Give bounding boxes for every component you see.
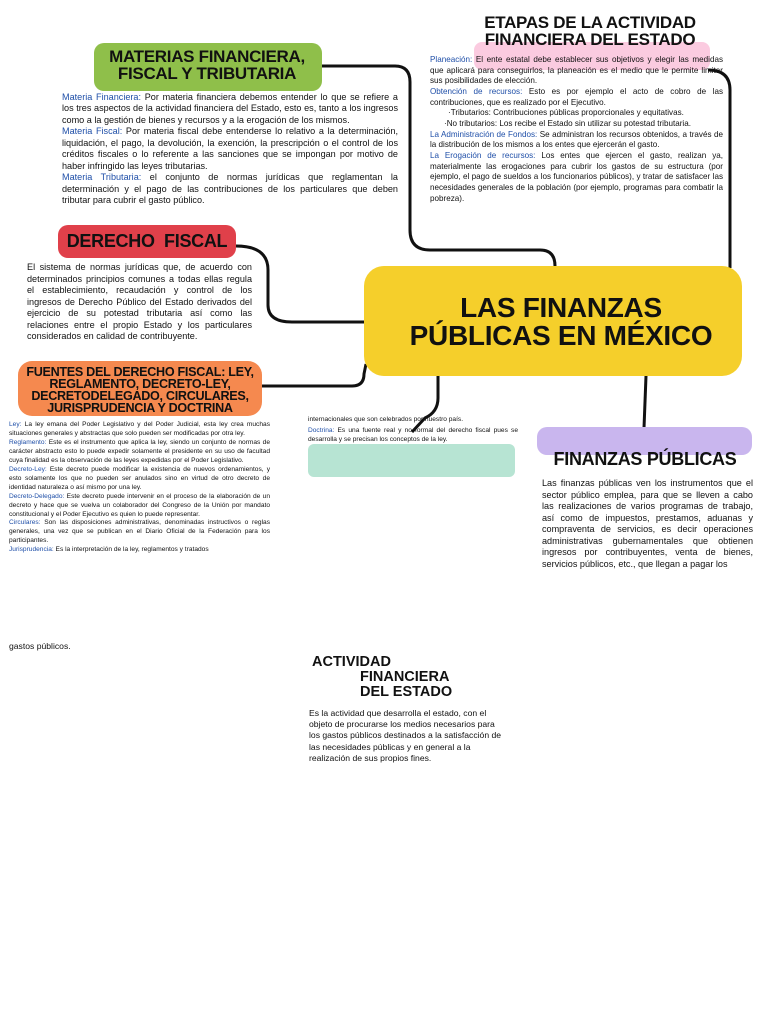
etapas-title: ETAPAS DE LA ACTIVIDAD FINANCIERA DEL ESTADO <box>484 13 696 49</box>
item-label: Doctrina: <box>308 427 335 434</box>
item-label: La Erogación de recursos: <box>430 151 536 161</box>
circulares-item <box>9 519 270 546</box>
connector-derecho <box>236 246 366 322</box>
decreto-ley-item <box>9 466 270 493</box>
etapas-text <box>430 55 723 204</box>
item-text: Esto es por ejemplo el acto de cobro de las contribuciones, que es realizado por el Ejecutivo. <box>430 87 723 107</box>
item-text: Es una fuente real y no formal del derecho fiscal pues se desarrolla y se precisan los conceptos de la ley. <box>308 427 518 443</box>
item-text: el conjunto de normas jurídicas que reglamentan la determinación y el pago de las contribuciones de los particulares que deben tributar para cubrir el gasto público. <box>62 172 398 206</box>
item-text: Los entes que ejercen el gasto, realizan ya, materialmente las erogaciones para cubrir los gastos de su estructura (por ejemplo, el pago de sueldos a los funcionarios públicos), y tratar de satisfacer las necesidades generales de la población (por ejemplo, programas para combatir la pobreza). <box>430 151 723 203</box>
fuentes-continuation: internacionales que son celebrados por nuestro país. <box>308 416 464 423</box>
item-text: Este es el instrumento que aplica la ley, siendo un conjunto de normas de carácter abstracto esto lo puede expedir solamente el presidente en su uso de facultad cuya finalidad es la observación de las leyes expedidas por el Poder Legislativo. <box>9 438 270 464</box>
actividad-text: Es la actividad que desarrolla el estado, con el objeto de procurarse los medios necesarios para los gastos públicos destinados a la satisfacción de las necesidades públicas y en general a la realización de sus propios fines. <box>309 708 502 763</box>
item-text: ·Tributarios: Contribuciones públicas proporcionales y equitativas. <box>448 108 684 118</box>
item-label: Materia Financiera: <box>62 92 142 102</box>
materias-text <box>62 92 398 207</box>
administracion-item <box>430 130 723 151</box>
finanzas-text: Las finanzas públicas ven los instrumentos que el sector público emplea, para que se lleven a cabo las realizaciones de varios programas de trabajo, así como de impuestos, prestamos, aduanas y compraventa de servicios, es decir operaciones administrativas gubernamentales que obtienen ingresos por contribuyentes, venta de bienes, servicios públicos, etc., que llegan a pagar los <box>542 478 753 569</box>
item-text: Este decreto puede intervenir en el proceso de la elaboración de un decreto y hace que se vuelva un colaborador del Congreso de la Unión por mandato constitucional y el Poder Ejecutivo es quien lo puede representar. <box>9 492 270 518</box>
erogacion-item <box>430 151 723 204</box>
item-text: Es la interpretación de la ley, reglamentos y tratados <box>53 546 209 554</box>
item-label: Circulares: <box>9 519 41 527</box>
no-tributarios-item <box>430 119 723 130</box>
decreto-delegado-item <box>9 493 270 520</box>
item-label: Materia Fiscal: <box>62 126 123 137</box>
finanzas-title: FINANZAS PÚBLICAS <box>553 449 737 469</box>
item-label: Decreto-Delegado: <box>9 492 65 500</box>
actividad-title-line3: DEL ESTADO <box>360 684 453 700</box>
item-label: Decreto-Ley: <box>9 465 47 473</box>
materias-title: MATERIAS FINANCIERA, FISCAL Y TRIBUTARIA <box>109 47 305 83</box>
item-label: Obtención de recursos: <box>430 87 523 97</box>
item-text: Se administran los recursos obtenidos, a través de la distribución de los mismos a los entes que ejercerán el gasto. <box>430 129 723 150</box>
doctrina-box <box>308 444 515 477</box>
item-label: Planeación: <box>430 55 473 64</box>
reglamento-item <box>9 439 270 466</box>
item-label: Reglamento: <box>9 438 47 446</box>
actividad-title-line1: ACTIVIDAD <box>312 654 391 670</box>
obtencion-item <box>430 87 723 108</box>
planeacion-item <box>430 55 723 87</box>
item-text: Por materia fiscal debe entenderse lo relativo a la determinación, liquidación, el pago, la devolución, la exención, la prescripción o el control de los créditos fiscales o lo referente a las sanciones que se impongan por motivo de haber infringido las leyes tributarias. <box>62 126 398 171</box>
ley-item <box>9 421 270 439</box>
actividad-title-line2: FINANCIERA <box>360 669 450 685</box>
central-title: LAS FINANZAS PÚBLICAS EN MÉXICO <box>409 292 713 351</box>
jurisprudencia-item <box>9 546 270 555</box>
item-label: Ley: <box>9 421 22 428</box>
materia-fiscal-item <box>62 126 398 172</box>
item-label: La Administración de Fondos: <box>430 129 538 139</box>
fuentes-title: FUENTES DEL DERECHO FISCAL: LEY, REGLAMENTO, DECRETO-LEY, DECRETODELEGADO, CIRCULARES, JURISPRUDENCIA Y DOCTRINA <box>26 365 254 416</box>
item-text: El ente estatal debe establecer sus objetivos y elegir las medidas que aplicará para conseguirlos, la planeación es el medio que le permite limitar sus posibilidades de elección. <box>430 55 723 86</box>
derecho-title: DERECHO FISCAL <box>66 231 228 251</box>
item-label: Materia Tributaria: <box>62 172 142 183</box>
item-text: Son las disposiciones administrativas, denominadas instructivos o reglas generales, una vez que se publican en el Diario Oficial de la Federación para los participantes. <box>9 519 270 545</box>
item-text: La ley emana del Poder Legislativo y del Poder Judicial, esta ley crea muchas situaciones generales y abstractas que solo pueden ser modificadas por otra ley. <box>9 421 270 437</box>
derecho-text: El sistema de normas jurídicas que, de acuerdo con determinados principios comunes a todas ellas regula el establecimiento, recaudación y control de los ingresos de Derecho Público del Estado derivados del ejercicio de su potestad tributaria así como las relaciones entre el propio Estado y los particulares considerados en calidad de contribuyente. <box>27 262 252 342</box>
finanzas-continuation: gastos públicos. <box>9 641 71 651</box>
connector-finanzas <box>644 376 646 428</box>
materia-tributaria-item <box>62 172 398 206</box>
doctrina-text <box>308 427 518 444</box>
materia-financiera-item <box>62 92 398 126</box>
connector-fuentes <box>262 364 366 386</box>
item-text: Por materia financiera debemos entender lo que se refiere a los tres aspectos de la actividad financiera del Estado, esto es, tanto a los ingresos como a la gestión de bienes y recursos y a la erogación de los mismos. <box>62 92 398 125</box>
item-label: Jurisprudencia: <box>9 546 54 554</box>
item-text: ·No tributarios: Los recibe el Estado sin utilizar su potestad tributaria. <box>444 119 691 129</box>
tributarios-item <box>430 108 723 119</box>
item-text: Este decreto puede modificar la existencia de nuevos ordenamientos, y esto solamente los que no pueden ser anulados sino en virtud de otro decreto de identidad naturaleza o así mismo por una ley. <box>9 465 270 491</box>
fuentes-text <box>9 421 270 555</box>
